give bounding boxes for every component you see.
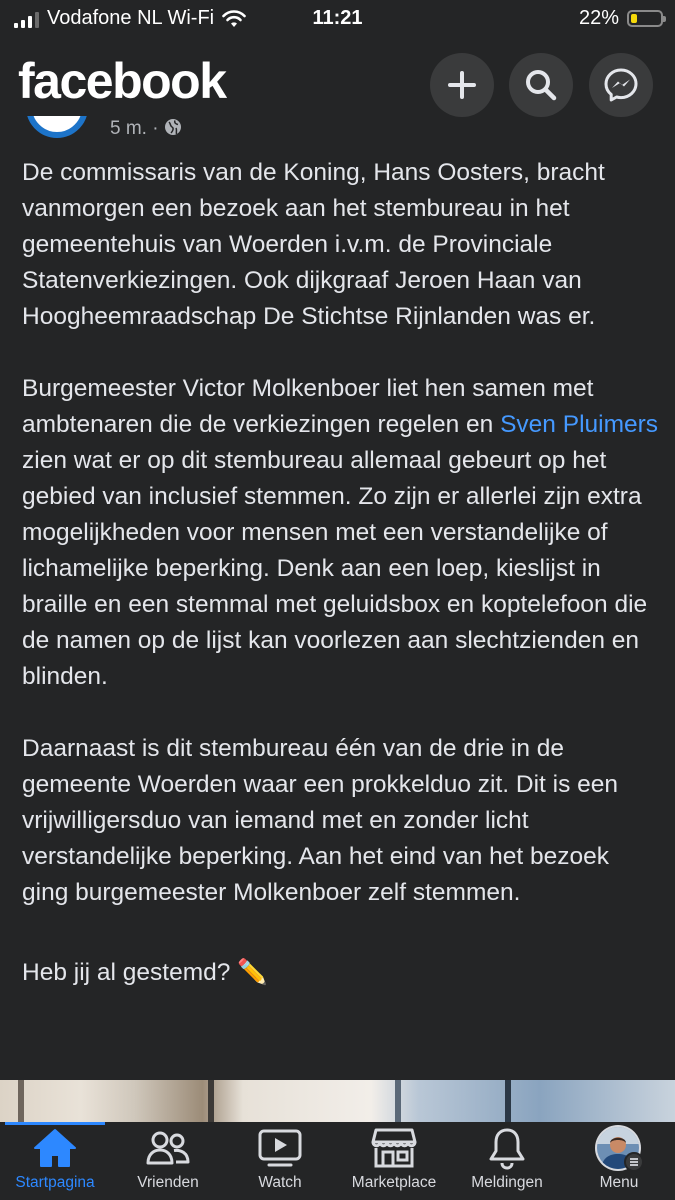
post-paragraph-1: De commissaris van de Koning, Hans Oosters, bracht vanmorgen een bezoek aan het stembureau in het gemeentehuis van Woerden i.v.m. de Provinciale Statenverkiezingen. Ook dijkgraaf Jeroen Haan van Hoogheemraadschap De Stichtse Rijnlanden was er. — [22, 159, 605, 330]
friends-icon — [145, 1129, 191, 1167]
post-paragraph-3: Daarnaast is dit stembureau één van de drie in de gemeente Woerden waar een prokkelduo zit. Dit is een vrijwilligersduo van iemand met en zonder licht verstandelijke beperking. Aan het eind van het bezoek ging burgemeester Molkenboer zelf stemmen. — [22, 735, 619, 906]
bell-icon — [487, 1126, 527, 1170]
plus-icon — [446, 69, 478, 101]
menu-avatar — [593, 1124, 645, 1172]
messenger-button[interactable] — [589, 53, 653, 117]
marketplace-icon — [371, 1127, 417, 1169]
app-header — [0, 38, 675, 128]
status-bar — [0, 0, 675, 38]
post-header — [22, 116, 262, 142]
clock: 11:21 — [312, 7, 363, 29]
tab-menu[interactable]: Menu — [564, 1122, 674, 1200]
create-button[interactable] — [430, 53, 494, 117]
post-body — [22, 155, 662, 991]
mention-link[interactable]: Sven Pluimers — [500, 411, 659, 438]
search-button[interactable] — [509, 53, 573, 117]
post-photo[interactable] — [0, 1080, 675, 1122]
page-avatar[interactable] — [26, 116, 88, 138]
home-icon — [33, 1128, 77, 1168]
carrier-label: Vodafone NL Wi-Fi — [47, 7, 215, 29]
tab-marketplace[interactable]: Marketplace — [338, 1122, 450, 1200]
facebook-logo[interactable]: facebook — [18, 53, 226, 109]
search-icon — [524, 68, 558, 102]
messenger-icon — [603, 67, 639, 103]
tab-friends[interactable]: Vrienden — [113, 1122, 223, 1200]
tab-home[interactable]: Startpagina — [0, 1122, 110, 1200]
tab-watch[interactable]: Watch — [225, 1122, 335, 1200]
battery-percent: 22% — [578, 7, 619, 29]
watch-icon — [257, 1128, 303, 1168]
globe-icon — [164, 118, 182, 136]
post-question: Heb jij al gestemd? ✏️ — [22, 959, 268, 986]
battery-icon — [627, 10, 663, 27]
post-paragraph-2: Burgemeester Victor Molkenboer liet hen samen met ambtenaren die de verkiezingen regelen en Sven Pluimers zien wat er op dit stembureau allemaal gebeurt op het gebied van inclusief stemmen. Zo zijn er allerlei zijn extra mogelijkheden voor mensen met een verstandelijke of lichamelijke beperking. Denk aan een loep, kieslijst in braille en een stemmal met geluidsbox en koptelefoon die de namen op de lijst kan voorlezen aan slechtzienden en blinden. — [22, 375, 659, 690]
bottom-navigation — [0, 1122, 675, 1200]
post-timestamp: 5 m. · — [110, 118, 182, 140]
tab-notifications[interactable]: Meldingen — [452, 1122, 562, 1200]
